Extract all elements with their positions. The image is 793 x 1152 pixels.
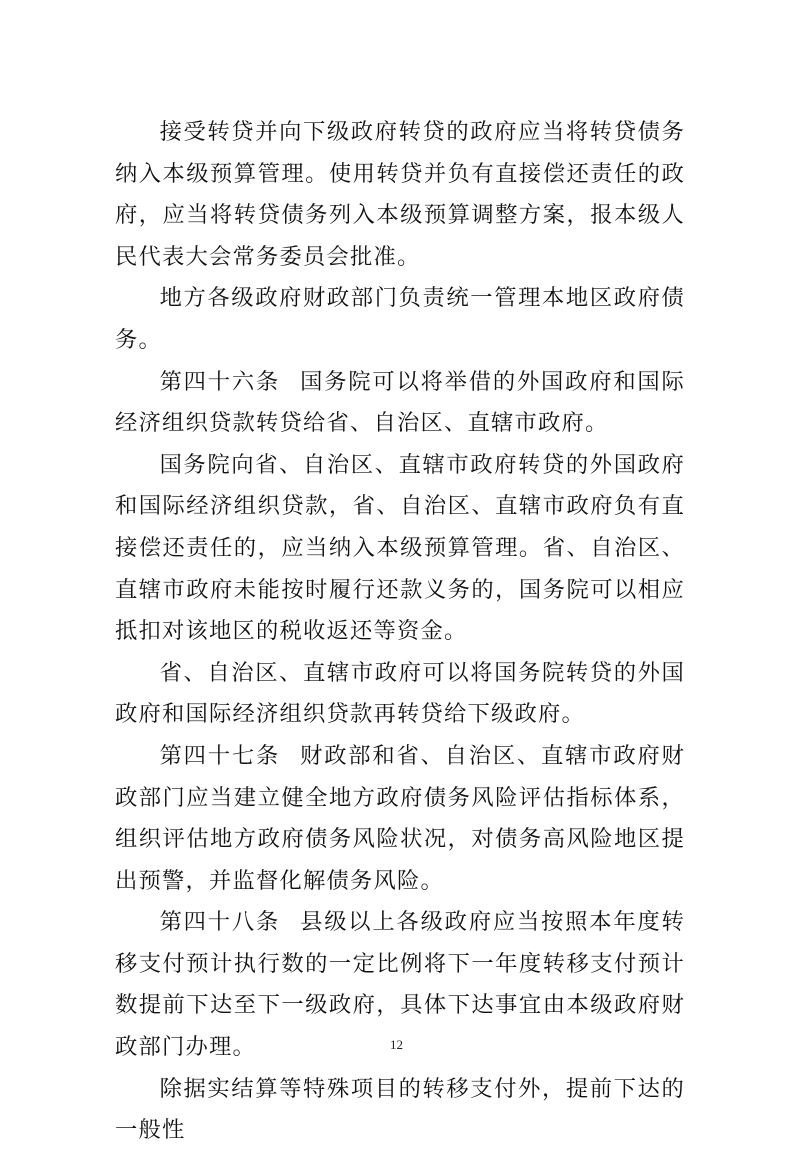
paragraph-text: 除据实结算等特殊项目的转移支付外，提前下达的一般性 (115, 1075, 685, 1144)
article-paragraph (115, 736, 685, 902)
paragraph-text: 财政部和省、自治区、直辖市政府财政部门应当建立健全地方政府债务风险评估指标体系，组织评估地方政府债务风险状况，对债务高风险地区提出预警，并监督化解债务风险。 (115, 742, 685, 894)
paragraph (115, 1069, 685, 1152)
paragraph (115, 278, 685, 361)
paragraph-text: 国务院可以将举借的外国政府和国际经济组织贷款转贷给省、自治区、直辖市政府。 (115, 368, 685, 437)
paragraph-text: 接受转贷并向下级政府转贷的政府应当将转贷债务纳入本级预算管理。使用转贷并负有直接偿还责任的政府，应当将转贷债务列入本级预算调整方案，报本级人民代表大会常务委员会批准。 (115, 119, 685, 270)
article-number: 第四十六条 (159, 368, 281, 395)
paragraph-text: 省、自治区、直辖市政府可以将国务院转贷的外国政府和国际经济组织贷款再转贷给下级政府。 (115, 659, 685, 728)
paragraph-text: 县级以上各级政府应当按照本年度转移支付预计执行数的一定比例将下一年度转移支付预计数提前下达至下一级政府，具体下达事宜由本级政府财政部门办理。 (115, 909, 685, 1061)
paragraph-text: 国务院向省、自治区、直辖市政府转贷的外国政府和国际经济组织贷款，省、自治区、直辖市政府负有直接偿还责任的，应当纳入本级预算管理。省、自治区、直辖市政府未能按时履行还款义务的，国务院可以相应抵扣对该地区的税收返还等资金。 (115, 451, 685, 645)
page-number: 12 (390, 1037, 403, 1052)
paragraph (115, 112, 685, 278)
article-number: 第四十七条 (159, 742, 281, 769)
document-body (115, 112, 685, 1152)
paragraph (115, 445, 685, 653)
article-number: 第四十八条 (159, 909, 281, 936)
article-paragraph (115, 362, 685, 445)
paragraph (115, 653, 685, 736)
paragraph-text: 地方各级政府财政部门负责统一管理本地区政府债务。 (115, 285, 685, 353)
